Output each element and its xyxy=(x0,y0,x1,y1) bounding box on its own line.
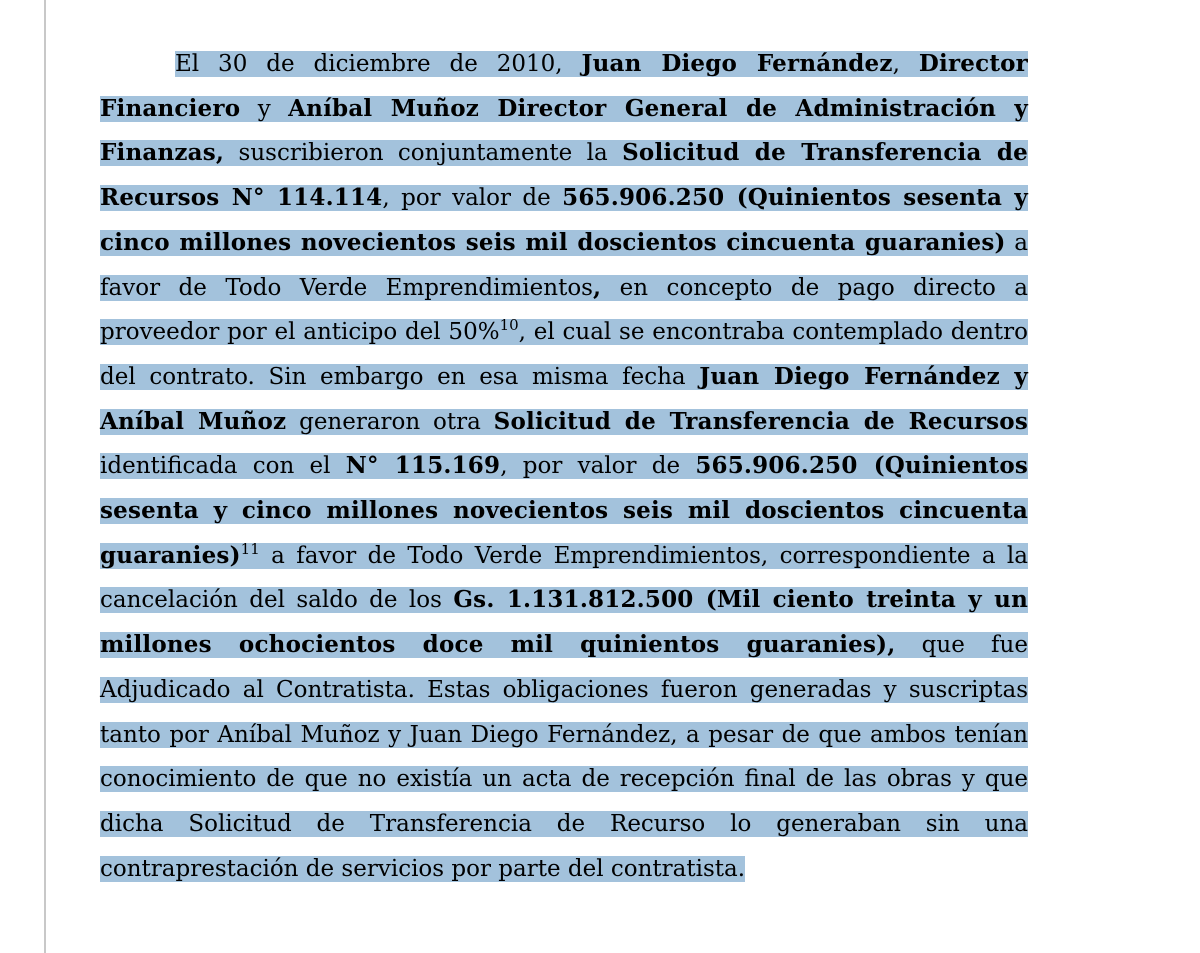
text-run: a favor de Todo Verde Emprendimientos, correspondiente a la cancelación del saldo de los xyxy=(100,542,1028,614)
selection-highlight xyxy=(346,453,501,479)
selection-highlight xyxy=(224,140,622,166)
selection-highlight xyxy=(100,632,1028,882)
selection-highlight xyxy=(593,275,601,301)
bold-text-run: Juan Diego Fernández y Aníbal Muñoz xyxy=(100,362,1028,435)
document-page xyxy=(100,42,1028,891)
selection-highlight xyxy=(240,539,260,569)
text-run: a favor de Todo Verde Emprendimientos xyxy=(100,229,1028,301)
selection-highlight xyxy=(382,185,562,211)
text-run: suscribieron conjuntamente la xyxy=(224,140,623,167)
bold-text-run: 565.906.250 (Quinientos sesenta y cinco millones novecientos seis mil doscientos cincuenta guaranies) xyxy=(100,452,1029,569)
bold-text-run: Solicitud de Transferencia de Recursos N° 114.114 xyxy=(100,139,1028,212)
text-run: , el cual se encontraba contemplado dentro del contrato. Sin embargo en esa misma fecha xyxy=(100,319,1028,390)
text-run: , xyxy=(892,51,919,77)
text-run: generaron otra xyxy=(286,408,494,435)
bold-text-run: Juan Diego Fernández xyxy=(581,50,893,77)
selection-highlight xyxy=(494,409,1028,435)
text-run: , por valor de xyxy=(382,185,563,212)
bold-text-run: 565.906.250 (Quinientos sesenta y cinco millones novecientos seis mil doscientos cincuenta guaranies) xyxy=(100,184,1028,256)
selection-highlight xyxy=(499,316,519,345)
text-run: y xyxy=(240,95,289,122)
bold-text-run: Solicitud de Transferencia de Recursos xyxy=(493,407,1028,435)
text-run: , por valor de xyxy=(500,453,696,480)
text-run: El 30 de diciembre de 2010, xyxy=(175,51,582,77)
selection-highlight xyxy=(500,453,695,479)
text-run: identificada con el xyxy=(100,453,346,480)
text-run: en concepto de pago directo a proveedor por el anticipo del 50% xyxy=(100,274,1028,346)
selection-highlight xyxy=(240,96,288,122)
selection-highlight xyxy=(582,51,893,77)
bold-text-run: N° 115.169 xyxy=(345,452,501,480)
selection-highlight xyxy=(286,409,493,435)
bold-text-run: Gs. 1.131.812.500 (Mil ciento treinta y un millones ochocientos doce mil quinientos guaranies), xyxy=(100,586,1028,659)
bold-text-run: Director Financiero xyxy=(100,50,1028,122)
footnote-reference: 10 xyxy=(499,316,519,335)
bold-text-run: , xyxy=(592,273,602,301)
body-paragraph[interactable] xyxy=(100,42,1028,891)
footnote-reference: 11 xyxy=(240,539,260,558)
selection-highlight xyxy=(893,51,919,77)
selection-highlight xyxy=(100,453,346,479)
bold-text-run: Aníbal Muñoz Director General de Administración y Finanzas, xyxy=(100,94,1028,167)
selection-highlight xyxy=(175,51,582,77)
text-run: que fue Adjudicado al Contratista. Estas obligaciones fueron generadas y suscriptas tanto por Aníbal Muñoz y Juan Diego Fernández, a pesar de que ambos tenían conocimiento de que no existía un acta de recepción final de las obras y que dicha Solicitud de Transferencia de Recurso lo generaban sin una contraprestación de servicios por parte del contratista. xyxy=(100,632,1028,882)
page-margin-line xyxy=(44,0,46,953)
